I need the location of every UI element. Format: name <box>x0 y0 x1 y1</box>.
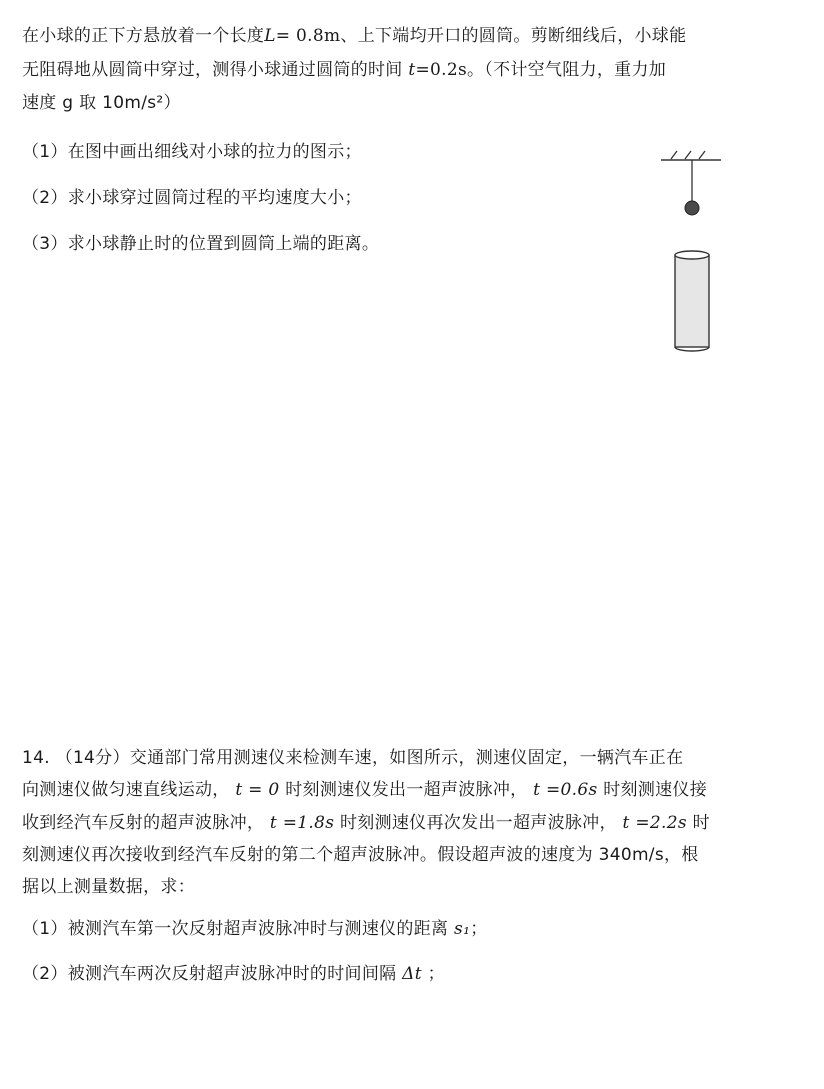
text: 向测速仪做匀速直线运动， <box>22 780 230 800</box>
problem14-line5 <box>22 875 195 899</box>
problem14-line1 <box>22 746 683 770</box>
text: 速度 g 取 10m/s²） <box>22 93 181 113</box>
text: 无阻碍地从圆筒中穿过，测得小球通过圆筒的时间 <box>22 60 403 80</box>
text: （2）求小球穿过圆筒过程的平均速度大小； <box>22 188 362 208</box>
time-expression: t =1.8s <box>269 813 335 833</box>
text: 时刻测速仪再次发出一超声波脉冲， <box>339 813 617 833</box>
problem13-question3 <box>22 232 379 256</box>
interval-symbol: Δt <box>402 964 422 984</box>
problem14-line2 <box>22 778 707 802</box>
text: （1）被测汽车第一次反射超声波脉冲时与测速仪的距离 <box>22 919 449 939</box>
problem14-line4 <box>22 843 699 867</box>
ball-tube-figure <box>655 138 735 358</box>
text: 据以上测量数据，求： <box>22 877 195 897</box>
problem13-line1 <box>22 24 686 48</box>
time-expression: t =0.6s <box>533 780 598 800</box>
text: 时 <box>692 813 710 833</box>
text: =0.2s。（不计空气阻力，重力加 <box>415 60 667 80</box>
problem14-question2 <box>22 962 445 986</box>
ceiling-hatch-icon <box>661 151 721 160</box>
cylinder-tube-icon <box>675 251 709 351</box>
length-symbol: L <box>264 26 276 46</box>
ball-icon <box>685 201 699 215</box>
text: = 0.8m、上下端均开口的圆筒。剪断细线后，小球能 <box>275 26 687 46</box>
time-expression: t = 0 <box>235 780 280 800</box>
text: 在小球的正下方悬放着一个长度 <box>22 26 265 46</box>
problem13-line3 <box>22 91 181 115</box>
text: （2）被测汽车两次反射超声波脉冲时的时间间隔 <box>22 964 397 984</box>
text: （3）求小球静止时的位置到圆筒上端的距离。 <box>22 234 380 254</box>
text: （1）在图中画出细线对小球的拉力的图示； <box>22 142 362 162</box>
text: ； <box>427 964 445 984</box>
text: 14. （14分）交通部门常用测速仪来检测车速，如图所示，测速仪固定，一辆汽车正在 <box>22 748 684 768</box>
distance-symbol: s₁ <box>454 919 471 939</box>
problem13-question1 <box>22 140 362 164</box>
text: 刻测速仪再次接收到经汽车反射的第二个超声波脉冲。假设超声波的速度为 340m/s，根 <box>22 845 699 865</box>
time-symbol: t <box>408 60 416 80</box>
text: 时刻测速仪接 <box>603 780 708 800</box>
problem14-question1 <box>22 917 488 941</box>
text: 时刻测速仪发出一超声波脉冲， <box>285 780 528 800</box>
problem13-question2 <box>22 186 362 210</box>
text: ； <box>470 919 488 939</box>
time-expression: t =2.2s <box>622 813 687 833</box>
text: 收到经汽车反射的超声波脉冲， <box>22 813 265 833</box>
problem13-line2 <box>22 58 666 82</box>
problem14-line3 <box>22 811 710 835</box>
